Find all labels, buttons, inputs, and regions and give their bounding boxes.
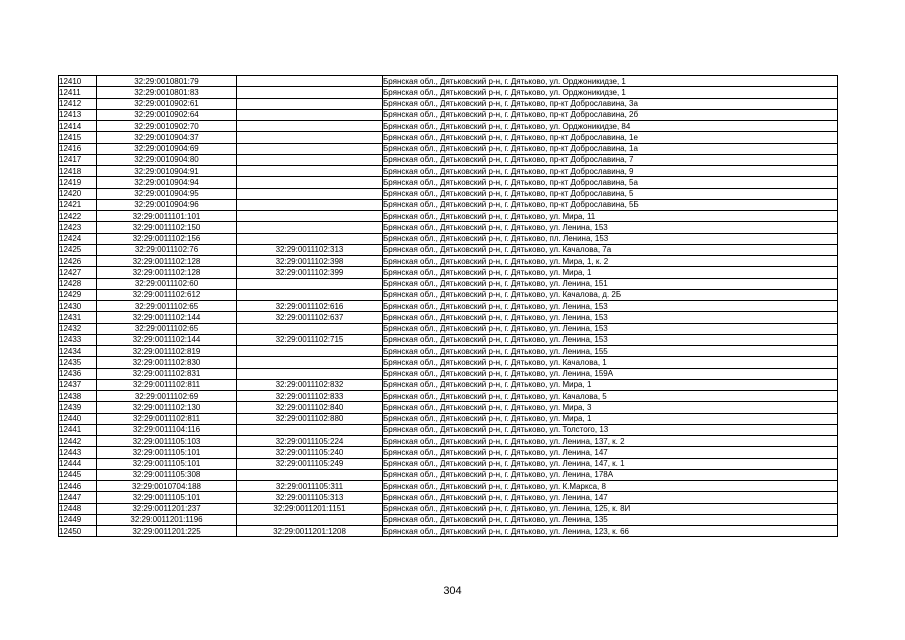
related-cadastral-number-cell [237,98,383,109]
address-cell: Брянская обл., Дятьковский р-н, г. Дятьково, ул. Толстого, 13 [383,424,838,435]
table-row [59,514,838,525]
table-row [59,458,838,469]
cadastral-number-cell: 32:29:0011102:144 [97,312,237,323]
row-number-cell: 12443 [59,447,97,458]
row-number-cell: 12427 [59,267,97,278]
table-row [59,447,838,458]
related-cadastral-number-cell [237,109,383,120]
related-cadastral-number-cell: 32:29:0011105:224 [237,436,383,447]
cadastral-number-cell: 32:29:0011102:811 [97,379,237,390]
related-cadastral-number-cell: 32:29:0011102:313 [237,244,383,255]
cadastral-number-cell: 32:29:0011102:819 [97,346,237,357]
table-row [59,469,838,480]
cadastral-number-cell: 32:29:0011102:69 [97,391,237,402]
related-cadastral-number-cell [237,199,383,210]
related-cadastral-number-cell: 32:29:0011102:833 [237,391,383,402]
address-cell: Брянская обл., Дятьковский р-н, г. Дятьково, пр-кт Доброславина, 9 [383,166,838,177]
table-row [59,492,838,503]
cadastral-number-cell: 32:29:0010904:91 [97,166,237,177]
row-number-cell: 12415 [59,132,97,143]
table-row [59,188,838,199]
row-number-cell: 12423 [59,222,97,233]
cadastral-number-cell: 32:29:0011102:65 [97,301,237,312]
registry-table [58,75,838,537]
address-cell: Брянская обл., Дятьковский р-н, г. Дятьково, ул. Мира, 1 [383,267,838,278]
page-number: 304 [443,585,462,597]
related-cadastral-number-cell: 32:29:0011102:840 [237,402,383,413]
table-row [59,211,838,222]
row-number-cell: 12446 [59,481,97,492]
address-cell: Брянская обл., Дятьковский р-н, г. Дятьково, ул. Ленина, 153 [383,301,838,312]
row-number-cell: 12430 [59,301,97,312]
row-number-cell: 12435 [59,357,97,368]
cadastral-number-cell: 32:29:0011102:128 [97,256,237,267]
address-cell: Брянская обл., Дятьковский р-н, г. Дятьково, ул. Качалова, д. 2Б [383,289,838,300]
related-cadastral-number-cell [237,323,383,334]
table-row [59,177,838,188]
row-number-cell: 12439 [59,402,97,413]
address-cell: Брянская обл., Дятьковский р-н, г. Дятьково, пл. Ленина, 153 [383,233,838,244]
row-number-cell: 12420 [59,188,97,199]
related-cadastral-number-cell [237,469,383,480]
table-row [59,222,838,233]
cadastral-number-cell: 32:29:0010904:37 [97,132,237,143]
cadastral-number-cell: 32:29:0011102:128 [97,267,237,278]
row-number-cell: 12431 [59,312,97,323]
address-cell: Брянская обл., Дятьковский р-н, г. Дятьково, ул. Ленина, 153 [383,334,838,345]
table-row [59,391,838,402]
address-cell: Брянская обл., Дятьковский р-н, г. Дятьково, ул. Ленина, 155 [383,346,838,357]
related-cadastral-number-cell [237,177,383,188]
table-row [59,244,838,255]
cadastral-number-cell: 32:29:0010801:83 [97,87,237,98]
row-number-cell: 12417 [59,154,97,165]
address-cell: Брянская обл., Дятьковский р-н, г. Дятьково, ул. Мира, 1 [383,379,838,390]
row-number-cell: 12448 [59,503,97,514]
cadastral-number-cell: 32:29:0010904:94 [97,177,237,188]
table-row [59,109,838,120]
address-cell: Брянская обл., Дятьковский р-н, г. Дятьково, ул. Качалова, 1 [383,357,838,368]
related-cadastral-number-cell: 32:29:0011102:616 [237,301,383,312]
row-number-cell: 12425 [59,244,97,255]
row-number-cell: 12438 [59,391,97,402]
related-cadastral-number-cell [237,121,383,132]
cadastral-number-cell: 32:29:0011102:144 [97,334,237,345]
address-cell: Брянская обл., Дятьковский р-н, г. Дятьково, ул. Ленина, 178А [383,469,838,480]
cadastral-number-cell: 32:29:0011201:1196 [97,514,237,525]
table-row [59,154,838,165]
cadastral-number-cell: 32:29:0011101:101 [97,211,237,222]
address-cell: Брянская обл., Дятьковский р-н, г. Дятьково, ул. Мира, 3 [383,402,838,413]
cadastral-number-cell: 32:29:0011102:60 [97,278,237,289]
address-cell: Брянская обл., Дятьковский р-н, г. Дятьково, ул. Ленина, 123, к. 66 [383,526,838,537]
address-cell: Брянская обл., Дятьковский р-н, г. Дятьково, ул. Ленина, 125, к. 8И [383,503,838,514]
table-row [59,503,838,514]
address-cell: Брянская обл., Дятьковский р-н, г. Дятьково, ул. Ленина, 153 [383,323,838,334]
cadastral-number-cell: 32:29:0010902:70 [97,121,237,132]
cadastral-number-cell: 32:29:0011105:101 [97,447,237,458]
cadastral-number-cell: 32:29:0010902:61 [97,98,237,109]
cadastral-number-cell: 32:29:0011105:103 [97,436,237,447]
related-cadastral-number-cell: 32:29:0011102:398 [237,256,383,267]
address-cell: Брянская обл., Дятьковский р-н, г. Дятьково, ул. Мира, 11 [383,211,838,222]
address-cell: Брянская обл., Дятьковский р-н, г. Дятьково, ул. Ленина, 153 [383,222,838,233]
address-cell: Брянская обл., Дятьковский р-н, г. Дятьково, ул. Орджоникидзе, 1 [383,87,838,98]
related-cadastral-number-cell: 32:29:0011201:1151 [237,503,383,514]
table-row [59,301,838,312]
related-cadastral-number-cell [237,278,383,289]
address-cell: Брянская обл., Дятьковский р-н, г. Дятьково, пр-кт Доброславина, 5 [383,188,838,199]
table-row [59,413,838,424]
row-number-cell: 12424 [59,233,97,244]
table-row [59,436,838,447]
cadastral-number-cell: 32:29:0011102:76 [97,244,237,255]
related-cadastral-number-cell: 32:29:0011102:715 [237,334,383,345]
cadastral-number-cell: 32:29:0011105:308 [97,469,237,480]
cadastral-number-cell: 32:29:0011102:831 [97,368,237,379]
address-cell: Брянская обл., Дятьковский р-н, г. Дятьково, ул. К.Маркса, 8 [383,481,838,492]
address-cell: Брянская обл., Дятьковский р-н, г. Дятьково, ул. Ленина, 135 [383,514,838,525]
row-number-cell: 12421 [59,199,97,210]
address-cell: Брянская обл., Дятьковский р-н, г. Дятьково, ул. Орджоникидзе, 1 [383,76,838,87]
cadastral-number-cell: 32:29:0011201:237 [97,503,237,514]
table-row [59,233,838,244]
related-cadastral-number-cell [237,368,383,379]
address-cell: Брянская обл., Дятьковский р-н, г. Дятьково, ул. Качалова, 7а [383,244,838,255]
cadastral-number-cell: 32:29:0010904:95 [97,188,237,199]
table-row [59,312,838,323]
cadastral-number-cell: 32:29:0011102:130 [97,402,237,413]
table-row [59,346,838,357]
related-cadastral-number-cell: 32:29:0011105:311 [237,481,383,492]
related-cadastral-number-cell [237,76,383,87]
cadastral-number-cell: 32:29:0011102:811 [97,413,237,424]
related-cadastral-number-cell: 32:29:0011105:240 [237,447,383,458]
row-number-cell: 12411 [59,87,97,98]
related-cadastral-number-cell: 32:29:0011102:880 [237,413,383,424]
registry-table-body [59,76,838,537]
cadastral-number-cell: 32:29:0010902:64 [97,109,237,120]
table-row [59,98,838,109]
cadastral-number-cell: 32:29:0010801:79 [97,76,237,87]
row-number-cell: 12449 [59,514,97,525]
row-number-cell: 12445 [59,469,97,480]
address-cell: Брянская обл., Дятьковский р-н, г. Дятьково, ул. Ленина, 147 [383,447,838,458]
row-number-cell: 12437 [59,379,97,390]
row-number-cell: 12444 [59,458,97,469]
table-row [59,132,838,143]
address-cell: Брянская обл., Дятьковский р-н, г. Дятьково, пр-кт Доброславина, 5Б [383,199,838,210]
table-row [59,481,838,492]
table-row [59,143,838,154]
row-number-cell: 12432 [59,323,97,334]
related-cadastral-number-cell [237,233,383,244]
table-row [59,379,838,390]
cadastral-number-cell: 32:29:0011105:101 [97,458,237,469]
related-cadastral-number-cell [237,87,383,98]
table-row [59,87,838,98]
address-cell: Брянская обл., Дятьковский р-н, г. Дятьково, ул. Ленина, 159А [383,368,838,379]
row-number-cell: 12426 [59,256,97,267]
row-number-cell: 12442 [59,436,97,447]
related-cadastral-number-cell: 32:29:0011102:637 [237,312,383,323]
address-cell: Брянская обл., Дятьковский р-н, г. Дятьково, пр-кт Доброславина, 2б [383,109,838,120]
table-row [59,199,838,210]
related-cadastral-number-cell: 32:29:0011105:313 [237,492,383,503]
row-number-cell: 12433 [59,334,97,345]
address-cell: Брянская обл., Дятьковский р-н, г. Дятьково, пр-кт Доброславина, 5а [383,177,838,188]
table-row [59,334,838,345]
address-cell: Брянская обл., Дятьковский р-н, г. Дятьково, ул. Ленина, 147, к. 1 [383,458,838,469]
registry-sheet [58,75,837,537]
table-row [59,121,838,132]
row-number-cell: 12440 [59,413,97,424]
row-number-cell: 12447 [59,492,97,503]
related-cadastral-number-cell [237,222,383,233]
related-cadastral-number-cell [237,143,383,154]
related-cadastral-number-cell [237,289,383,300]
related-cadastral-number-cell [237,514,383,525]
table-row [59,526,838,537]
address-cell: Брянская обл., Дятьковский р-н, г. Дятьково, ул. Качалова, 5 [383,391,838,402]
cadastral-number-cell: 32:29:0011102:612 [97,289,237,300]
address-cell: Брянская обл., Дятьковский р-н, г. Дятьково, пр-кт Доброславина, 1а [383,143,838,154]
table-row [59,323,838,334]
table-row [59,368,838,379]
table-row [59,278,838,289]
cadastral-number-cell: 32:29:0011102:150 [97,222,237,233]
row-number-cell: 12412 [59,98,97,109]
cadastral-number-cell: 32:29:0011201:225 [97,526,237,537]
related-cadastral-number-cell: 32:29:0011102:399 [237,267,383,278]
related-cadastral-number-cell [237,346,383,357]
table-row [59,402,838,413]
table-row [59,166,838,177]
cadastral-number-cell: 32:29:0010904:96 [97,199,237,210]
address-cell: Брянская обл., Дятьковский р-н, г. Дятьково, ул. Ленина, 153 [383,312,838,323]
table-row [59,357,838,368]
row-number-cell: 12422 [59,211,97,222]
row-number-cell: 12413 [59,109,97,120]
related-cadastral-number-cell: 32:29:0011201:1208 [237,526,383,537]
address-cell: Брянская обл., Дятьковский р-н, г. Дятьково, ул. Ленина, 137, к. 2 [383,436,838,447]
related-cadastral-number-cell [237,211,383,222]
cadastral-number-cell: 32:29:0011102:830 [97,357,237,368]
related-cadastral-number-cell [237,188,383,199]
address-cell: Брянская обл., Дятьковский р-н, г. Дятьково, ул. Ленина, 147 [383,492,838,503]
address-cell: Брянская обл., Дятьковский р-н, г. Дятьково, пр-кт Доброславина, 1е [383,132,838,143]
row-number-cell: 12419 [59,177,97,188]
address-cell: Брянская обл., Дятьковский р-н, г. Дятьково, ул. Ленина, 151 [383,278,838,289]
address-cell: Брянская обл., Дятьковский р-н, г. Дятьково, ул. Мира, 1, к. 2 [383,256,838,267]
related-cadastral-number-cell: 32:29:0011102:832 [237,379,383,390]
related-cadastral-number-cell [237,424,383,435]
cadastral-number-cell: 32:29:0011102:65 [97,323,237,334]
address-cell: Брянская обл., Дятьковский р-н, г. Дятьково, ул. Орджоникидзе, 84 [383,121,838,132]
related-cadastral-number-cell [237,154,383,165]
row-number-cell: 12434 [59,346,97,357]
row-number-cell: 12429 [59,289,97,300]
related-cadastral-number-cell [237,166,383,177]
address-cell: Брянская обл., Дятьковский р-н, г. Дятьково, пр-кт Доброславина, 3а [383,98,838,109]
cadastral-number-cell: 32:29:0010904:69 [97,143,237,154]
row-number-cell: 12414 [59,121,97,132]
row-number-cell: 12416 [59,143,97,154]
cadastral-number-cell: 32:29:0010904:80 [97,154,237,165]
table-row [59,256,838,267]
cadastral-number-cell: 32:29:0011105:101 [97,492,237,503]
cadastral-number-cell: 32:29:0010704:188 [97,481,237,492]
row-number-cell: 12418 [59,166,97,177]
related-cadastral-number-cell: 32:29:0011105:249 [237,458,383,469]
cadastral-number-cell: 32:29:0011102:156 [97,233,237,244]
row-number-cell: 12428 [59,278,97,289]
address-cell: Брянская обл., Дятьковский р-н, г. Дятьково, пр-кт Доброславина, 7 [383,154,838,165]
row-number-cell: 12436 [59,368,97,379]
table-row [59,424,838,435]
row-number-cell: 12410 [59,76,97,87]
table-row [59,267,838,278]
address-cell: Брянская обл., Дятьковский р-н, г. Дятьково, ул. Мира, 1 [383,413,838,424]
related-cadastral-number-cell [237,357,383,368]
cadastral-number-cell: 32:29:0011104:116 [97,424,237,435]
row-number-cell: 12441 [59,424,97,435]
table-row [59,76,838,87]
row-number-cell: 12450 [59,526,97,537]
related-cadastral-number-cell [237,132,383,143]
table-row [59,289,838,300]
